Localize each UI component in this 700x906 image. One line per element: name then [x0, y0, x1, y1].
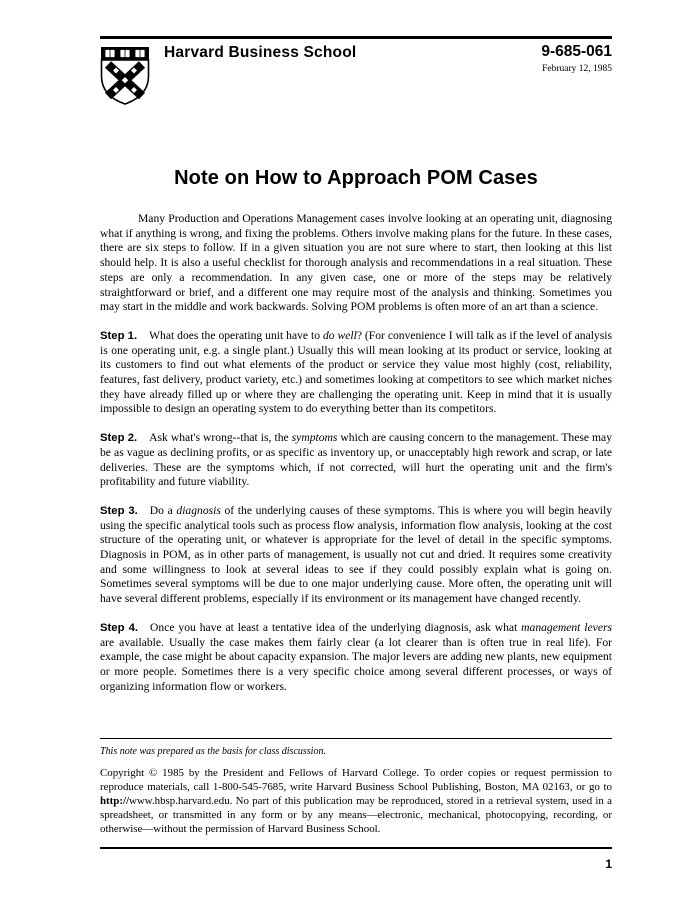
step-2-label: Step 2. — [100, 432, 138, 445]
content-column — [100, 0, 612, 706]
page-footer — [100, 738, 612, 871]
page-title: Note on How to Approach POM Cases — [174, 167, 538, 189]
copyright-paragraph: Copyright © 1985 by the President and Fellows of Harvard College. To order copies or request permission to reproduce materials, call 1-800-545-7685, write Harvard Business School Publishing, Boston, MA 02163, or go to http://www.hbsp.harvard.edu. No part of this publication may be reproduced, stored in a retrieval system, used in a spreadsheet, or transmitted in any form or by any means—electronic, mechanical, photocopying, recording, or otherwise—without the permission of Harvard Business School. — [100, 767, 612, 835]
header-right-block — [541, 43, 612, 74]
footer-bottom-rule — [100, 847, 612, 849]
footnote-text: This note was prepared as the basis for class discussion. — [100, 746, 326, 757]
intro-paragraph: Many Production and Operations Management cases involve looking at an operating unit, diagnosing what if anything is wrong, and fixing the problems. Others involve making plans for the future. In these cases, there are six steps to follow. If in a given situation you are not sure where to start, then looking at this list should help. It is also a useful checklist for thorough analysis and recommendations in a real situation. These steps are only a recommendation. In any given case, one or more of the steps may be relatively straightforward or brief, and a different one may require most of the analysis and thinking. Sometimes you may start in the middle and work backwards. Solving POM problems is often more of an art than a science. — [100, 212, 612, 314]
step-4-paragraph — [100, 621, 612, 695]
step-2-paragraph — [100, 431, 612, 490]
school-name: Harvard Business School — [164, 44, 357, 61]
step-2-text: Ask what's wrong--that is, the symptoms which are causing concern to the management. These may be as vague as declining profits, or as specific as inventory up, or unacceptably high rework and scrap, or late deliveries. These are the symptoms which, if not corrected, will hurt the operating unit and the firm's profitability and future viability. — [100, 431, 612, 489]
step-4-label: Step 4. — [100, 621, 139, 634]
step-1-paragraph — [100, 329, 612, 417]
document-number: 9-685-061 — [541, 43, 612, 60]
footnote-rule — [100, 738, 612, 739]
step-1-text: What does the operating unit have to do well? (For convenience I will talk as if the level of analysis is one operating unit, e.g. a single plant.) Usually this will mean looking at its product or service, looking at its customers to find out what elements of the product or service they value most highly (cost, reliability, features, fast delivery, product variety, etc.) and sometimes looking at competitors to see which market niches they have already filled up or where they are challenging the operating unit. Keep in mind that it is usually impossible to design an operating system to do everything better than its competitors. — [100, 328, 612, 416]
step-4-text: Once you have at least a tentative idea of the underlying diagnosis, ask what management levers are available. Usually the case makes them fairly clear (a lot clearer than is often true in real life). For example, the case might be about capacity expansion. The major levers are adding new plants, new equipment or more people. Sometimes there is a very specific choice among several different processes, or ways of organizing information flow or workers. — [100, 620, 612, 693]
document-header — [100, 43, 612, 105]
page-number: 1 — [605, 856, 612, 871]
header-top-rule — [100, 36, 612, 39]
document-date: February 12, 1985 — [542, 64, 612, 74]
step-3-paragraph — [100, 504, 612, 607]
step-3-label: Step 3. — [100, 504, 138, 517]
step-1-label: Step 1. — [100, 329, 138, 342]
hbs-shield-logo-icon — [100, 47, 150, 105]
step-3-text: Do a diagnosis of the underlying causes of these symptoms. This is where you will begin heavily using the specific analytical tools such as process flow analysis, information flow analysis, looking at the cost structure of the operating unit, or whatever is appropriate for the level of detail in the specific symptoms. Diagnosis in POM, as in other parts of management, is usually not cut and dried. It requires some creativity and some willingness to look at several ideas to see if they could possibly explain what is going on. Sometimes several symptoms will be due to one major underlying cause. More often, the operating unit will have several different problems, especially if its environment or its management have changed recently. — [100, 503, 612, 606]
